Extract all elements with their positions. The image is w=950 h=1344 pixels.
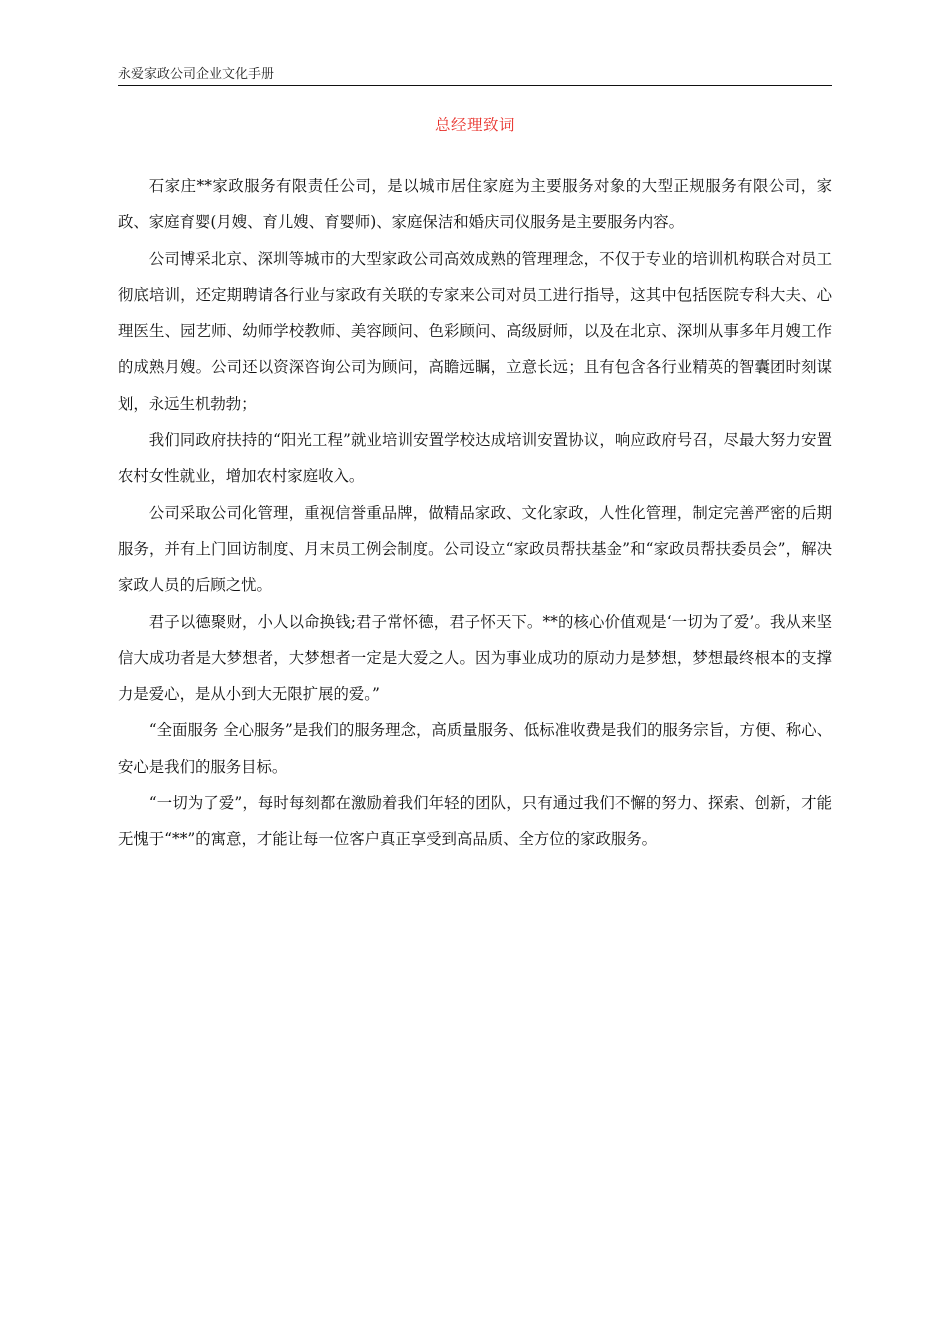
paragraph: “全面服务 全心服务”是我们的服务理念，高质量服务、低标准收费是我们的服务宗旨，方便、称心、安心是我们的服务目标。 [118, 721, 832, 776]
document-body [118, 168, 832, 858]
paragraph: 君子以德聚财，小人以命换钱;君子常怀德，君子怀天下。**的核心价值观是‘一切为了爱’。我从来坚信大成功者是大梦想者，大梦想者一定是大爱之人。因为事业成功的原动力是梦想，梦想最终根本的支撑力是爱心，是从小到大无限扩展的爱。” [118, 612, 832, 704]
running-header: 永爱家政公司企业文化手册 [118, 66, 832, 86]
paragraph: 公司采取公司化管理，重视信誉重品牌，做精品家政、文化家政，人性化管理，制定完善严密的后期服务，并有上门回访制度、月末员工例会制度。公司设立“家政员帮扶基金”和“家政员帮扶委员会”，解决家政人员的后顾之忧。 [118, 503, 832, 595]
paragraph: 我们同政府扶持的“阳光工程”就业培训安置学校达成培训安置协议，响应政府号召，尽最大努力安置农村女性就业，增加农村家庭收入。 [118, 431, 832, 486]
paragraph: 公司博采北京、深圳等城市的大型家政公司高效成熟的管理理念，不仅于专业的培训机构联合对员工彻底培训，还定期聘请各行业与家政有关联的专家来公司对员工进行指导，这其中包括医院专科大夫、心理医生、园艺师、幼师学校教师、美容顾问、色彩顾问、高级厨师，以及在北京、深圳从事多年月嫂工作的成熟月嫂。公司还以资深咨询公司为顾问，高瞻远瞩，立意长远；且有包含各行业精英的智囊团时刻谋划，永远生机勃勃； [118, 249, 832, 413]
document-title: 总经理致词 [434, 116, 515, 134]
paragraph: 石家庄**家政服务有限责任公司，是以城市居住家庭为主要服务对象的大型正规服务有限公司，家政、家庭育婴(月嫂、育儿嫂、育婴师)、家庭保洁和婚庆司仪服务是主要服务内容。 [118, 177, 832, 232]
paragraph: “一切为了爱”，每时每刻都在激励着我们年轻的团队，只有通过我们不懈的努力、探索、创新，才能无愧于“**”的寓意，才能让每一位客户真正享受到高品质、全方位的家政服务。 [118, 794, 832, 849]
